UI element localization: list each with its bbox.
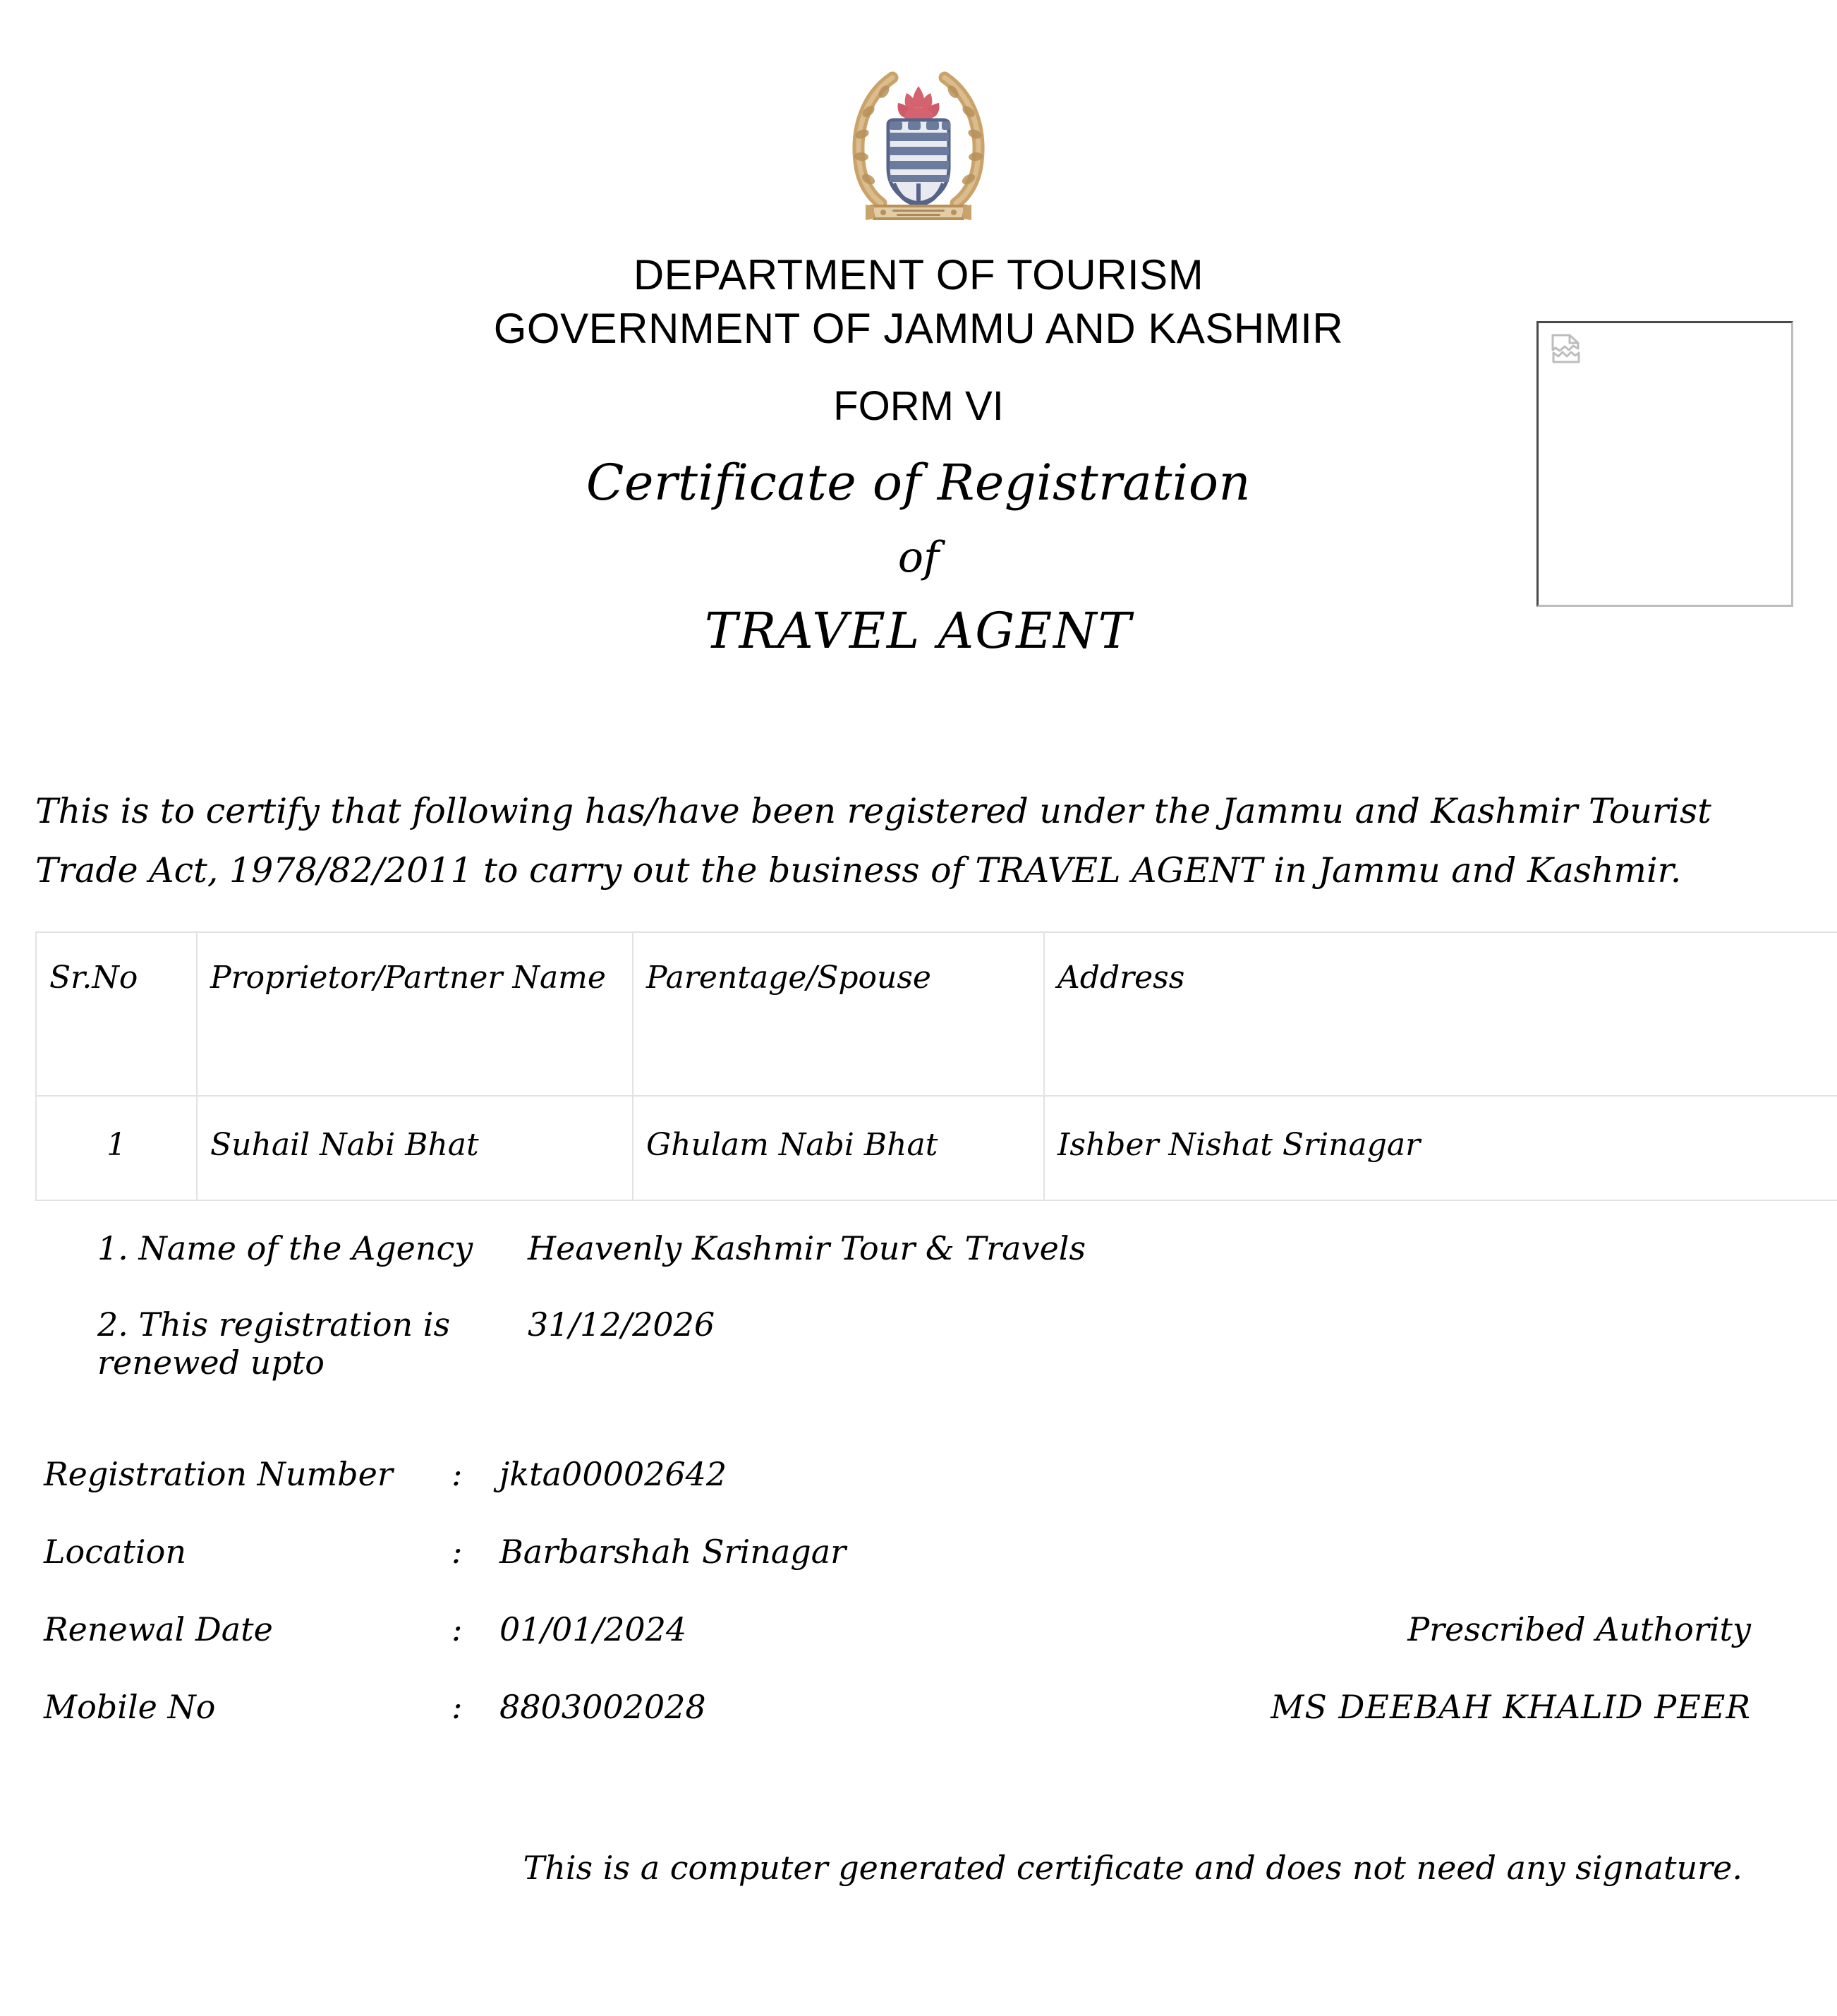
government-title: GOVERNMENT OF JAMMU AND KASHMIR bbox=[493, 305, 1344, 352]
field-registration-number bbox=[44, 1455, 1751, 1533]
field-registration-number-colon: : bbox=[451, 1455, 463, 1493]
item-agency-name-value: Heavenly Kashmir Tour & Travels bbox=[528, 1229, 1086, 1267]
table-header-parentage: Parentage/Spouse bbox=[633, 932, 1044, 1096]
field-location bbox=[44, 1533, 1751, 1610]
numbered-items bbox=[97, 1229, 1720, 1382]
field-mobile-no-colon: : bbox=[451, 1688, 463, 1726]
table-header-row bbox=[36, 932, 1837, 1096]
field-mobile-no-value: 8803002028 bbox=[499, 1688, 706, 1726]
field-location-label: Location bbox=[44, 1533, 186, 1571]
cell-parentage: Ghulam Nabi Bhat bbox=[633, 1096, 1044, 1200]
item-renewed-upto bbox=[97, 1305, 1720, 1382]
department-title: DEPARTMENT OF TOURISM bbox=[633, 251, 1204, 298]
broken-image-icon bbox=[1550, 333, 1582, 364]
field-renewal-date-colon: : bbox=[451, 1610, 463, 1648]
field-registration-number-label: Registration Number bbox=[44, 1455, 393, 1493]
prescribed-authority-title: Prescribed Authority bbox=[1407, 1610, 1751, 1648]
item-renewed-upto-value: 31/12/2026 bbox=[528, 1305, 715, 1344]
jk-government-emblem-icon bbox=[844, 62, 993, 224]
field-location-value: Barbarshah Srinagar bbox=[499, 1533, 847, 1571]
certificate-title-line2: of bbox=[897, 533, 940, 582]
registrant-table bbox=[35, 931, 1837, 1201]
field-mobile-no-label: Mobile No bbox=[44, 1688, 216, 1726]
item-agency-name-label: 1. Name of the Agency bbox=[97, 1229, 473, 1267]
form-number: FORM VI bbox=[833, 383, 1004, 429]
item-renewed-upto-label: 2. This registration is renewed upto bbox=[97, 1305, 451, 1382]
field-renewal-date-label: Renewal Date bbox=[44, 1610, 273, 1648]
table-header-srno: Sr.No bbox=[36, 932, 197, 1096]
certificate-title-line3: TRAVEL AGENT bbox=[704, 602, 1133, 660]
field-location-colon: : bbox=[451, 1533, 463, 1571]
cell-name: Suhail Nabi Bhat bbox=[197, 1096, 633, 1200]
certification-paragraph: This is to certify that following has/have been registered under the Jammu and Kashmir Tourist Trade Act, 1978/82/2011 to carry out the business of TRAVEL AGENT in Jammu and Kashmir. bbox=[35, 791, 1711, 891]
table-header-name: Proprietor/Partner Name bbox=[197, 932, 633, 1096]
emblem-container bbox=[0, 62, 1837, 228]
field-renewal-date-value: 01/01/2024 bbox=[499, 1610, 687, 1648]
cell-address: Ishber Nishat Srinagar bbox=[1044, 1096, 1837, 1200]
prescribed-authority-name: MS DEEBAH KHALID PEER bbox=[1271, 1688, 1751, 1726]
table-header-address: Address bbox=[1044, 932, 1837, 1096]
field-registration-number-value: jkta00002642 bbox=[499, 1455, 727, 1493]
detail-fields bbox=[44, 1455, 1751, 1765]
table-row bbox=[36, 1096, 1837, 1200]
cell-srno: 1 bbox=[36, 1096, 197, 1200]
item-agency-name bbox=[97, 1229, 1720, 1305]
field-renewal-date bbox=[44, 1610, 1751, 1688]
field-mobile-no bbox=[44, 1688, 1751, 1765]
photo-placeholder-box bbox=[1536, 321, 1793, 607]
computer-generated-note: This is a computer generated certificate and does not need any signature. bbox=[523, 1849, 1742, 1887]
certificate-title-line1: Certificate of Registration bbox=[586, 454, 1251, 512]
